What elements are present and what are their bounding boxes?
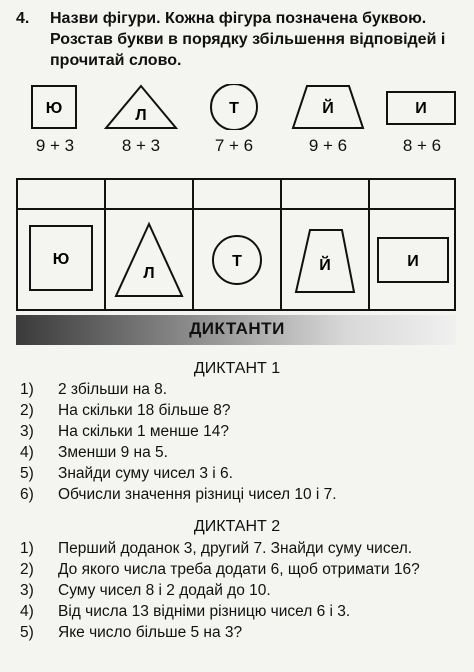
item-number: 5) <box>20 465 34 482</box>
dictation2-list <box>20 538 460 643</box>
item-number: 3) <box>20 582 34 599</box>
grid-trapezoid <box>282 216 368 304</box>
grid-circle <box>194 216 280 304</box>
figure-expression: 9 + 6 <box>308 136 348 155</box>
figure-expression: 7 + 6 <box>214 136 254 155</box>
list-item <box>20 622 460 643</box>
item-number: 3) <box>20 423 34 440</box>
item-text: Обчисли значення різниці чисел 10 і 7. <box>58 486 337 503</box>
item-text: Суму чисел 8 і 2 додай до 10. <box>58 582 271 599</box>
figure-trapezoid <box>283 84 373 154</box>
task-instruction: Назви фігури. Кожна фігура позначена буквою. Розстав букви в порядку збільшення відповідей і прочитай слово. <box>50 10 446 69</box>
item-number: 4) <box>20 603 34 620</box>
list-item <box>20 580 460 601</box>
task-heading <box>16 8 456 71</box>
grid-letter: Л <box>143 265 155 282</box>
list-item <box>20 379 337 400</box>
item-number: 5) <box>20 624 34 641</box>
grid-letter: Й <box>319 257 331 274</box>
item-number: 2) <box>20 402 34 419</box>
figure-letter: Ю <box>45 100 63 117</box>
figure-expression: 8 + 3 <box>121 136 161 155</box>
grid-triangle <box>106 216 192 304</box>
item-text: Яке число більше 5 на 3? <box>58 624 243 641</box>
item-text: На скільки 18 більше 8? <box>58 402 231 419</box>
figure-expression: 9 + 3 <box>35 136 75 155</box>
figure-square <box>10 84 100 154</box>
list-item <box>20 538 460 559</box>
item-number: 4) <box>20 444 34 461</box>
item-text: 2 збільши на 8. <box>58 381 168 398</box>
list-item <box>20 463 337 484</box>
grid-letter: И <box>407 253 419 270</box>
figure-expression: 8 + 6 <box>402 136 442 155</box>
grid-divider <box>18 208 454 210</box>
item-number: 1) <box>20 540 34 557</box>
item-text: Від числа 13 відніми різницю чисел 6 і 3. <box>58 603 351 620</box>
item-text: Знайди суму чисел 3 і 6. <box>58 465 233 482</box>
section-title: ДИКТАНТИ <box>189 319 285 338</box>
item-number: 6) <box>20 486 34 503</box>
figures-row <box>0 84 474 154</box>
figure-letter: Й <box>322 100 334 117</box>
answer-grid <box>16 178 456 311</box>
item-number: 2) <box>20 561 34 578</box>
trapezoid-shape <box>283 84 373 130</box>
figure-rectangle <box>377 84 467 154</box>
item-text: Зменши 9 на 5. <box>58 444 168 461</box>
triangle-shape <box>96 84 186 130</box>
grid-letter: Т <box>232 253 242 270</box>
rectangle-shape <box>377 84 467 130</box>
figure-letter: Л <box>135 107 147 124</box>
circle-shape <box>189 84 279 130</box>
figure-circle <box>189 84 279 154</box>
dictation2-title: ДИКТАНТ 2 <box>193 518 281 535</box>
list-item <box>20 442 337 463</box>
figure-triangle <box>96 84 186 154</box>
grid-square <box>18 216 104 304</box>
figure-letter: И <box>415 100 427 117</box>
list-item <box>20 484 337 505</box>
item-text: На скільки 1 менше 14? <box>58 423 229 440</box>
dictation1-list <box>20 379 337 505</box>
item-number: 1) <box>20 381 34 398</box>
list-item <box>20 421 337 442</box>
dictation1-title: ДИКТАНТ 1 <box>193 360 281 377</box>
list-item <box>20 601 460 622</box>
list-item <box>20 559 460 580</box>
list-item <box>20 400 337 421</box>
item-text: До якого числа треба додати 6, щоб отримати 16? <box>58 561 420 578</box>
grid-rectangle <box>370 216 456 304</box>
square-shape <box>10 84 100 130</box>
figure-letter: Т <box>229 100 239 117</box>
item-text: Перший доданок 3, другий 7. Знайди суму чисел. <box>58 540 413 557</box>
task-number: 4. <box>16 10 30 27</box>
grid-letter: Ю <box>52 251 70 268</box>
